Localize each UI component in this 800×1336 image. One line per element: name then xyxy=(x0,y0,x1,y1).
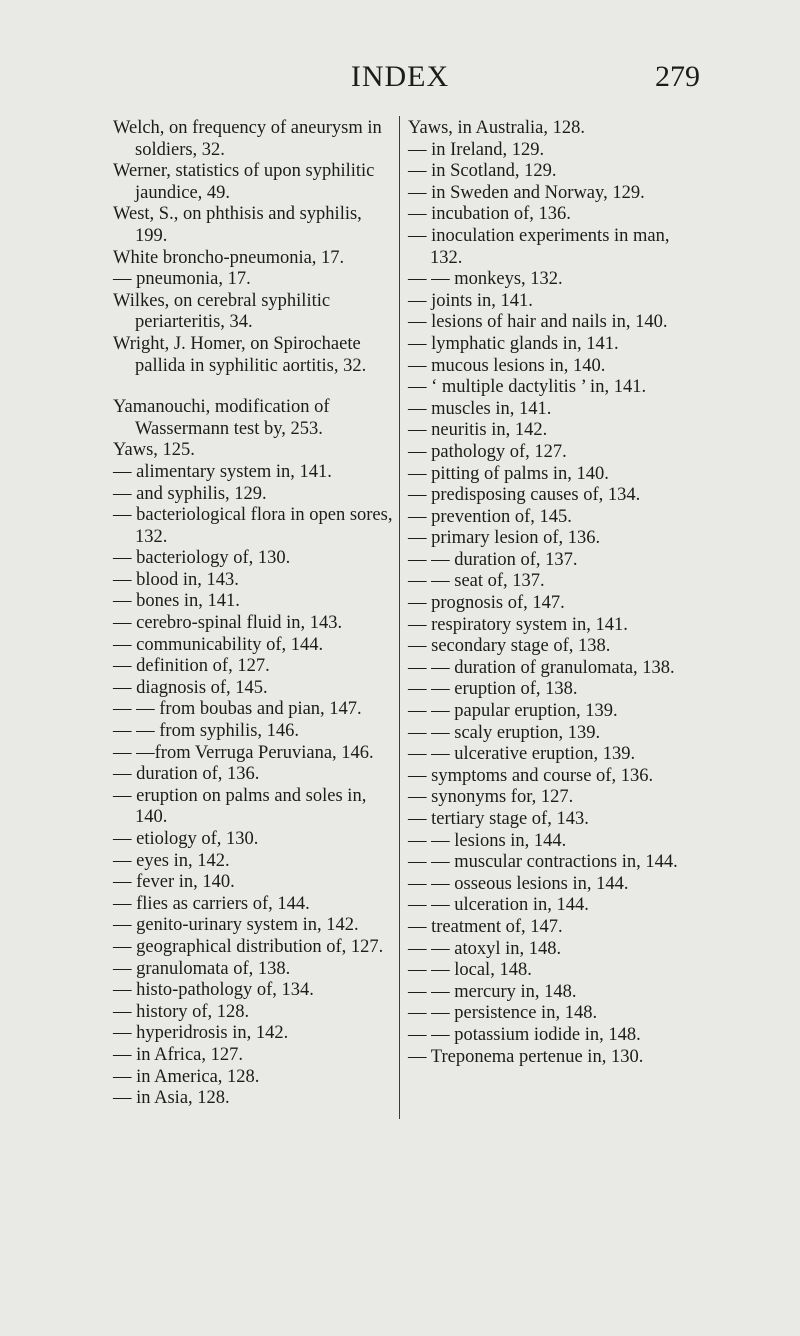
index-entry: — bacteriological flora in open sores, 132. xyxy=(113,505,393,547)
index-entry: Yamanouchi, modification of Wassermann test by, 253. xyxy=(113,397,330,439)
index-entry: — cerebro-spinal fluid in, 143. xyxy=(113,613,343,634)
index-entry: — inoculation experiments in man, 132. xyxy=(408,225,670,268)
index-entry: — definition of, 127. xyxy=(113,656,270,677)
index-entry: — eyes in, 142. xyxy=(113,850,230,871)
index-entry: — in Africa, 127. xyxy=(113,1044,243,1065)
index-entry: Werner, statistics of upon syphilitic jaundice, 49. xyxy=(113,161,375,203)
index-entry: — — from boubas and pian, 147. xyxy=(113,699,362,720)
index-entry: — pitting of palms in, 140. xyxy=(408,463,609,484)
index-entry: — — muscular contractions in, 144. xyxy=(408,852,678,873)
index-entry: — neuritis in, 142. xyxy=(408,420,548,441)
index-entry: — — ulceration in, 144. xyxy=(408,895,589,916)
index-entry: — respiratory system in, 141. xyxy=(408,614,628,635)
index-column-left xyxy=(113,118,396,1110)
page-title: INDEX xyxy=(350,60,450,93)
index-entry: — in America, 128. xyxy=(113,1066,260,1087)
index-entry: — — from syphilis, 146. xyxy=(113,721,300,742)
index-entry: — in Ireland, 129. xyxy=(408,139,545,160)
index-entry: — secondary stage of, 138. xyxy=(408,636,611,657)
index-entry: — — eruption of, 138. xyxy=(408,679,578,700)
index-entry: — — local, 148. xyxy=(408,960,532,981)
index-entry: — flies as carriers of, 144. xyxy=(113,893,310,914)
index-entry: — history of, 128. xyxy=(113,1001,250,1022)
index-entry: — prognosis of, 147. xyxy=(408,593,565,614)
index-entry: — fever in, 140. xyxy=(113,872,235,893)
index-entry: — — potassium iodide in, 148. xyxy=(408,1024,641,1045)
index-entry: — pathology of, 127. xyxy=(408,441,567,462)
index-entry: — in Sweden and Norway, 129. xyxy=(408,182,645,203)
index-column-right xyxy=(408,118,697,1068)
index-entry: — — duration of, 137. xyxy=(408,549,578,570)
index-entry: West, S., on phthisis and syphilis, 199. xyxy=(113,204,362,246)
index-entry: — bones in, 141. xyxy=(113,591,240,612)
index-entry: — treatment of, 147. xyxy=(408,916,563,937)
index-entry: — — seat of, 137. xyxy=(408,571,545,592)
index-entry: — muscles in, 141. xyxy=(408,398,552,419)
index-entry: — ‘ multiple dactylitis ’ in, 141. xyxy=(408,377,647,398)
index-entry: — — mercury in, 148. xyxy=(408,981,577,1002)
index-entry: — prevention of, 145. xyxy=(408,506,572,527)
index-entry: — — osseous lesions in, 144. xyxy=(408,873,629,894)
column-divider xyxy=(399,116,400,1119)
index-entry: — blood in, 143. xyxy=(113,569,239,590)
index-entry: — and syphilis, 129. xyxy=(113,483,267,504)
index-entry: — Treponema pertenue in, 130. xyxy=(408,1046,644,1067)
index-entry: — in Scotland, 129. xyxy=(408,161,557,182)
index-entry: — — monkeys, 132. xyxy=(408,269,563,290)
index-entry: — — papular eruption, 139. xyxy=(408,701,618,722)
index-entry: — lymphatic glands in, 141. xyxy=(408,333,619,354)
index-entry: Welch, on frequency of aneurysm in soldiers, 32. xyxy=(113,118,382,160)
index-entry: — symptoms and course of, 136. xyxy=(408,765,654,786)
index-entry: Yaws, in Australia, 128. xyxy=(408,118,585,138)
index-entry: — communicability of, 144. xyxy=(113,634,324,655)
index-entry: — — ulcerative eruption, 139. xyxy=(408,744,636,765)
index-entry: — — lesions in, 144. xyxy=(408,830,567,851)
index-entry: — mucous lesions in, 140. xyxy=(408,355,606,376)
index-entry: — pneumonia, 17. xyxy=(113,269,251,290)
index-entry: — granulomata of, 138. xyxy=(113,958,291,979)
index-entry: — duration of, 136. xyxy=(113,764,260,785)
index-entry: — primary lesion of, 136. xyxy=(408,528,601,549)
index-entry: Wright, J. Homer, on Spirochaete pallida in syphilitic aortitis, 32. xyxy=(113,333,367,376)
index-entry: — in Asia, 128. xyxy=(113,1088,230,1109)
index-entry: — diagnosis of, 145. xyxy=(113,677,268,698)
index-entry: — histo-pathology of, 134. xyxy=(113,980,314,1001)
index-entry: Wilkes, on cerebral syphilitic periarteritis, 34. xyxy=(113,290,331,333)
index-entry: — genito-urinary system in, 142. xyxy=(113,915,359,936)
index-entry: — tertiary stage of, 143. xyxy=(408,809,589,829)
index-entry: — — persistence in, 148. xyxy=(408,1003,598,1024)
index-entry: White broncho-pneumonia, 17. xyxy=(113,247,345,268)
index-entry: — etiology of, 130. xyxy=(113,829,259,849)
index-entry: — alimentary system in, 141. xyxy=(113,461,332,482)
index-entry: — —from Verruga Peruviana, 146. xyxy=(113,742,374,763)
index-entry: Yaws, 125. xyxy=(113,440,195,461)
index-entry: — synonyms for, 127. xyxy=(408,787,574,808)
page-number: 279 xyxy=(655,60,700,93)
index-entry: — eruption on palms and soles in, 140. xyxy=(113,785,367,828)
index-entry: — joints in, 141. xyxy=(408,290,533,311)
index-entry: — — scaly eruption, 139. xyxy=(408,722,601,743)
index-entry: — — duration of granulomata, 138. xyxy=(408,657,675,678)
page-header xyxy=(0,60,800,100)
index-entry: — predisposing causes of, 134. xyxy=(408,485,641,506)
index-entry: — bacteriology of, 130. xyxy=(113,548,291,569)
index-entry: — hyperidrosis in, 142. xyxy=(113,1023,289,1044)
index-entry: — lesions of hair and nails in, 140. xyxy=(408,312,668,333)
index-entry: — — atoxyl in, 148. xyxy=(408,938,562,959)
index-entry: — incubation of, 136. xyxy=(408,204,571,225)
index-entry: — geographical distribution of, 127. xyxy=(113,936,384,957)
